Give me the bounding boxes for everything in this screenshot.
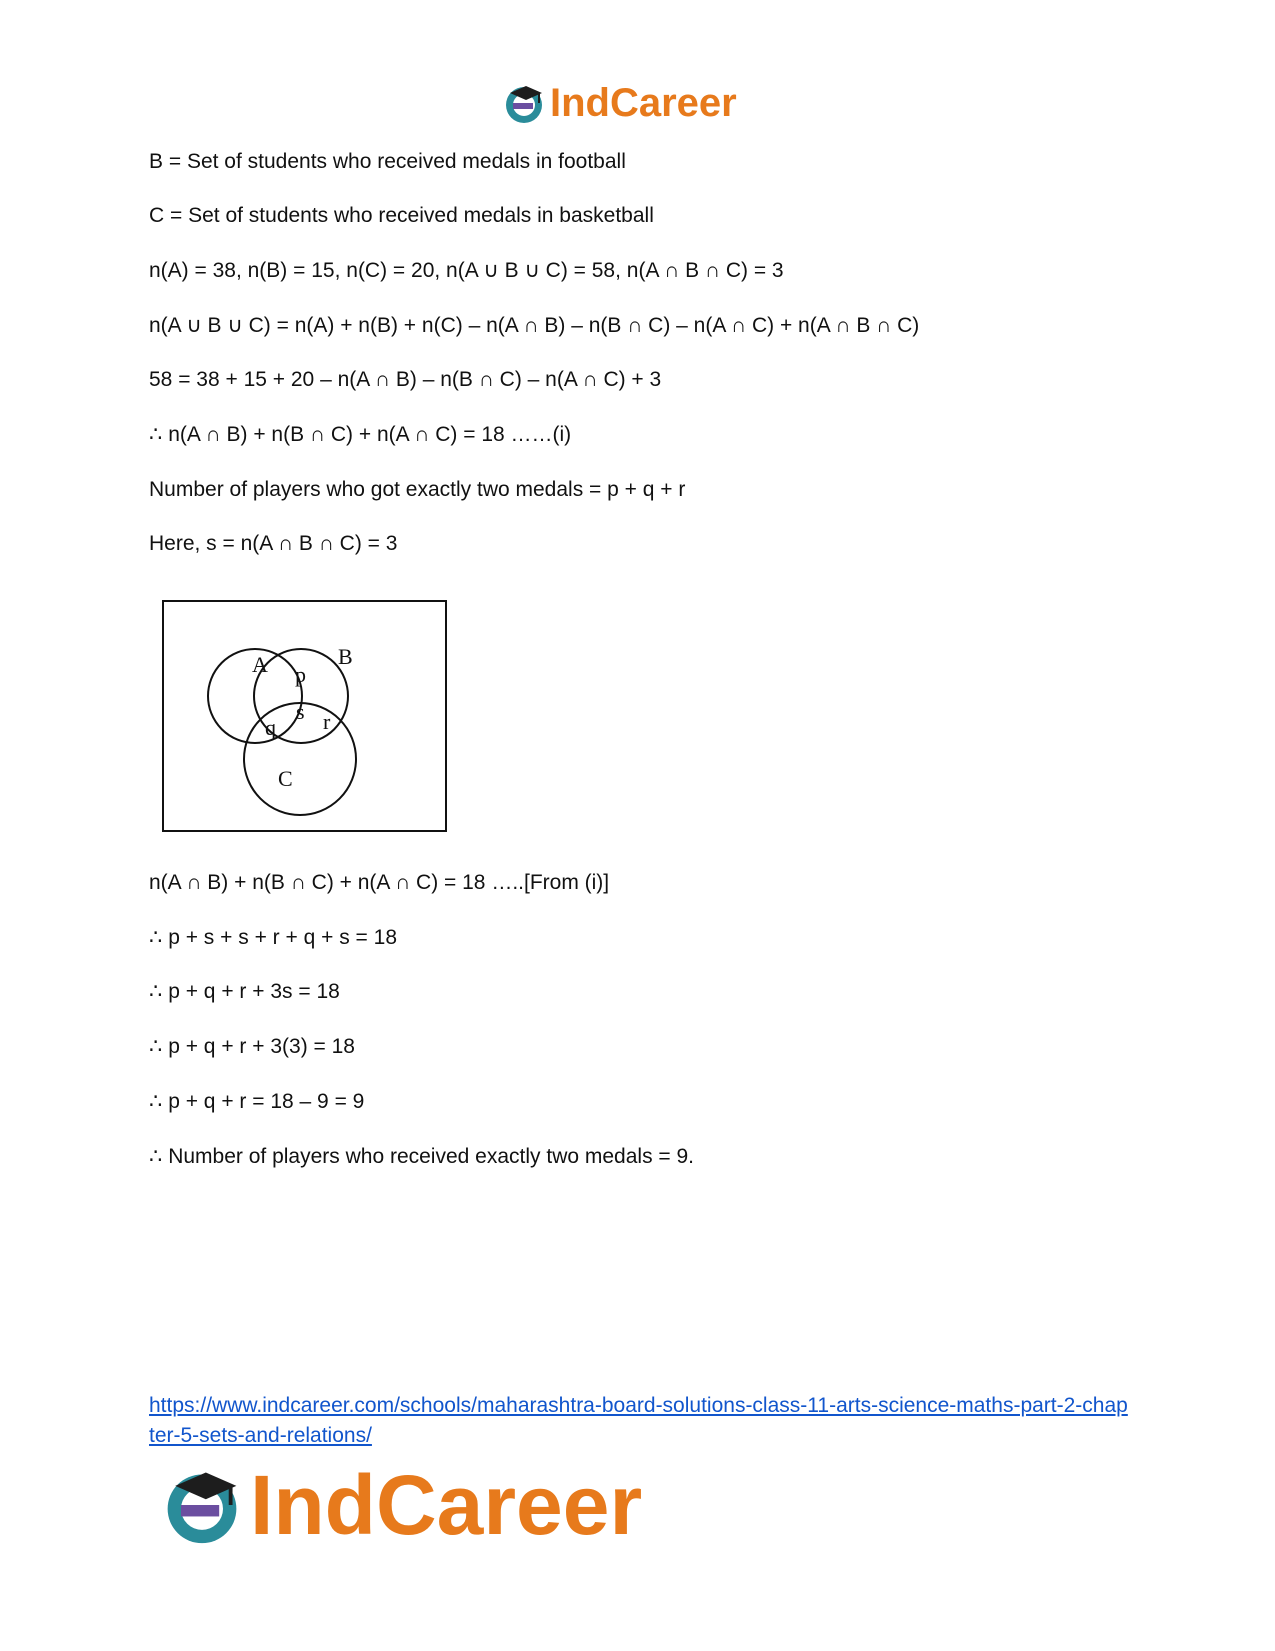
text-line: 58 = 38 + 15 + 20 – n(A ∩ B) – n(B ∩ C) – n(A ∩ C) + 3 bbox=[149, 368, 662, 391]
graduation-cap-icon bbox=[502, 81, 546, 125]
text-line: n(A ∩ B) + n(B ∩ C) + n(A ∩ C) = 18 …..[From (i)] bbox=[149, 871, 610, 894]
label-c: C bbox=[278, 766, 293, 791]
text-line: n(A) = 38, n(B) = 15, n(C) = 20, n(A ∪ B ∪ C) = 58, n(A ∩ B ∩ C) = 3 bbox=[149, 259, 784, 282]
label-q: q bbox=[265, 715, 276, 740]
text-line: B = Set of students who received medals in football bbox=[149, 150, 626, 173]
text-line: ∴ p + q + r = 18 – 9 = 9 bbox=[149, 1090, 365, 1113]
text-line: Here, s = n(A ∩ B ∩ C) = 3 bbox=[149, 532, 398, 555]
label-a: A bbox=[252, 652, 268, 677]
label-r: r bbox=[323, 709, 331, 734]
label-s: s bbox=[296, 699, 305, 724]
text-line: ∴ p + q + r + 3(3) = 18 bbox=[149, 1035, 355, 1058]
header-logo bbox=[502, 80, 737, 126]
footer-logo bbox=[160, 1457, 643, 1552]
logo-wordmark: IndCareer bbox=[250, 1457, 643, 1552]
logo-wordmark: IndCareer bbox=[550, 80, 737, 125]
text-line: C = Set of students who received medals in basketball bbox=[149, 204, 654, 227]
text-line: ∴ p + q + r + 3s = 18 bbox=[149, 980, 340, 1003]
text-line: ∴ p + s + s + r + q + s = 18 bbox=[149, 926, 398, 949]
label-b: B bbox=[338, 644, 353, 669]
source-link[interactable]: https://www.indcareer.com/schools/maharashtra-board-solutions-class-11-arts-science-maths-part-2-chapter-5-sets-and-relations/ bbox=[149, 1394, 1128, 1447]
text-line: ∴ n(A ∩ B) + n(B ∩ C) + n(A ∩ C) = 18 ……(i) bbox=[149, 423, 572, 446]
text-line: Number of players who got exactly two medals = p + q + r bbox=[149, 478, 686, 501]
venn-diagram bbox=[160, 598, 450, 836]
text-line: ∴ Number of players who received exactly two medals = 9. bbox=[149, 1145, 695, 1168]
graduation-cap-icon bbox=[160, 1463, 244, 1547]
text-line: n(A ∪ B ∪ C) = n(A) + n(B) + n(C) – n(A ∩ B) – n(B ∩ C) – n(A ∩ C) + n(A ∩ B ∩ C) bbox=[149, 314, 920, 337]
label-p: p bbox=[295, 662, 306, 687]
